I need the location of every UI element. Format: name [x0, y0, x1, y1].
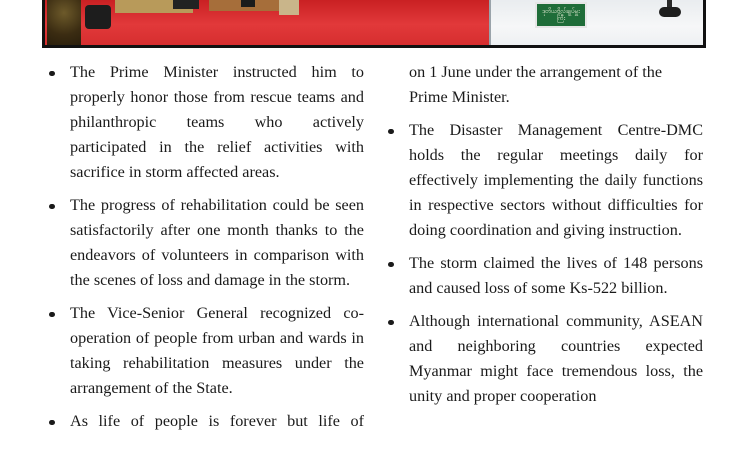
right-column — [385, 60, 703, 417]
bullet-item: The Vice-Senior General recognized co-operation of people from urban and wards in taking rehabilitation measures under the arrangement of the State. — [46, 301, 364, 401]
left-bullet-list — [46, 60, 364, 434]
bullet-item: The storm claimed the lives of 148 persons and caused loss of some Ks-522 billion. — [385, 251, 703, 301]
chair-leg — [241, 0, 255, 7]
dark-object — [85, 5, 111, 29]
floor-object — [279, 0, 299, 15]
continuation-text: on 1 June under the arrangement of the Prime Minister. — [409, 63, 663, 106]
decorative-stand — [47, 0, 81, 45]
microphone-icon — [659, 7, 681, 17]
left-column — [46, 60, 364, 442]
nameplate: ဒုတိယဗိုလ်ချုပ်မှူးကြီး — [535, 2, 587, 28]
header-photo — [42, 0, 706, 48]
photo-divider — [489, 0, 491, 45]
bullet-item: The Disaster Management Centre-DMC holds the regular meetings daily for effectively implementing the daily functions in respective sectors without difficulties for doing coordination and giving instruction. — [385, 118, 703, 243]
shoes — [173, 0, 199, 9]
bullet-item: Although international community, ASEAN and neighboring countries expected Myanmar might face tremendous loss, the unity and proper cooperation — [385, 309, 703, 409]
right-bullet-list — [385, 118, 703, 409]
bullet-item: The progress of rehabilitation could be seen satisfactorily after one month thanks to the endeavors of volunteers in comparison with the scenes of loss and damage in the storm. — [46, 193, 364, 293]
bullet-item: As life of people is forever but life of — [46, 409, 364, 434]
bullet-item: The Prime Minister instructed him to properly honor those from rescue teams and philanthropic teams who actively participated in the relief activities with sacrifice in storm affected areas. — [46, 60, 364, 185]
